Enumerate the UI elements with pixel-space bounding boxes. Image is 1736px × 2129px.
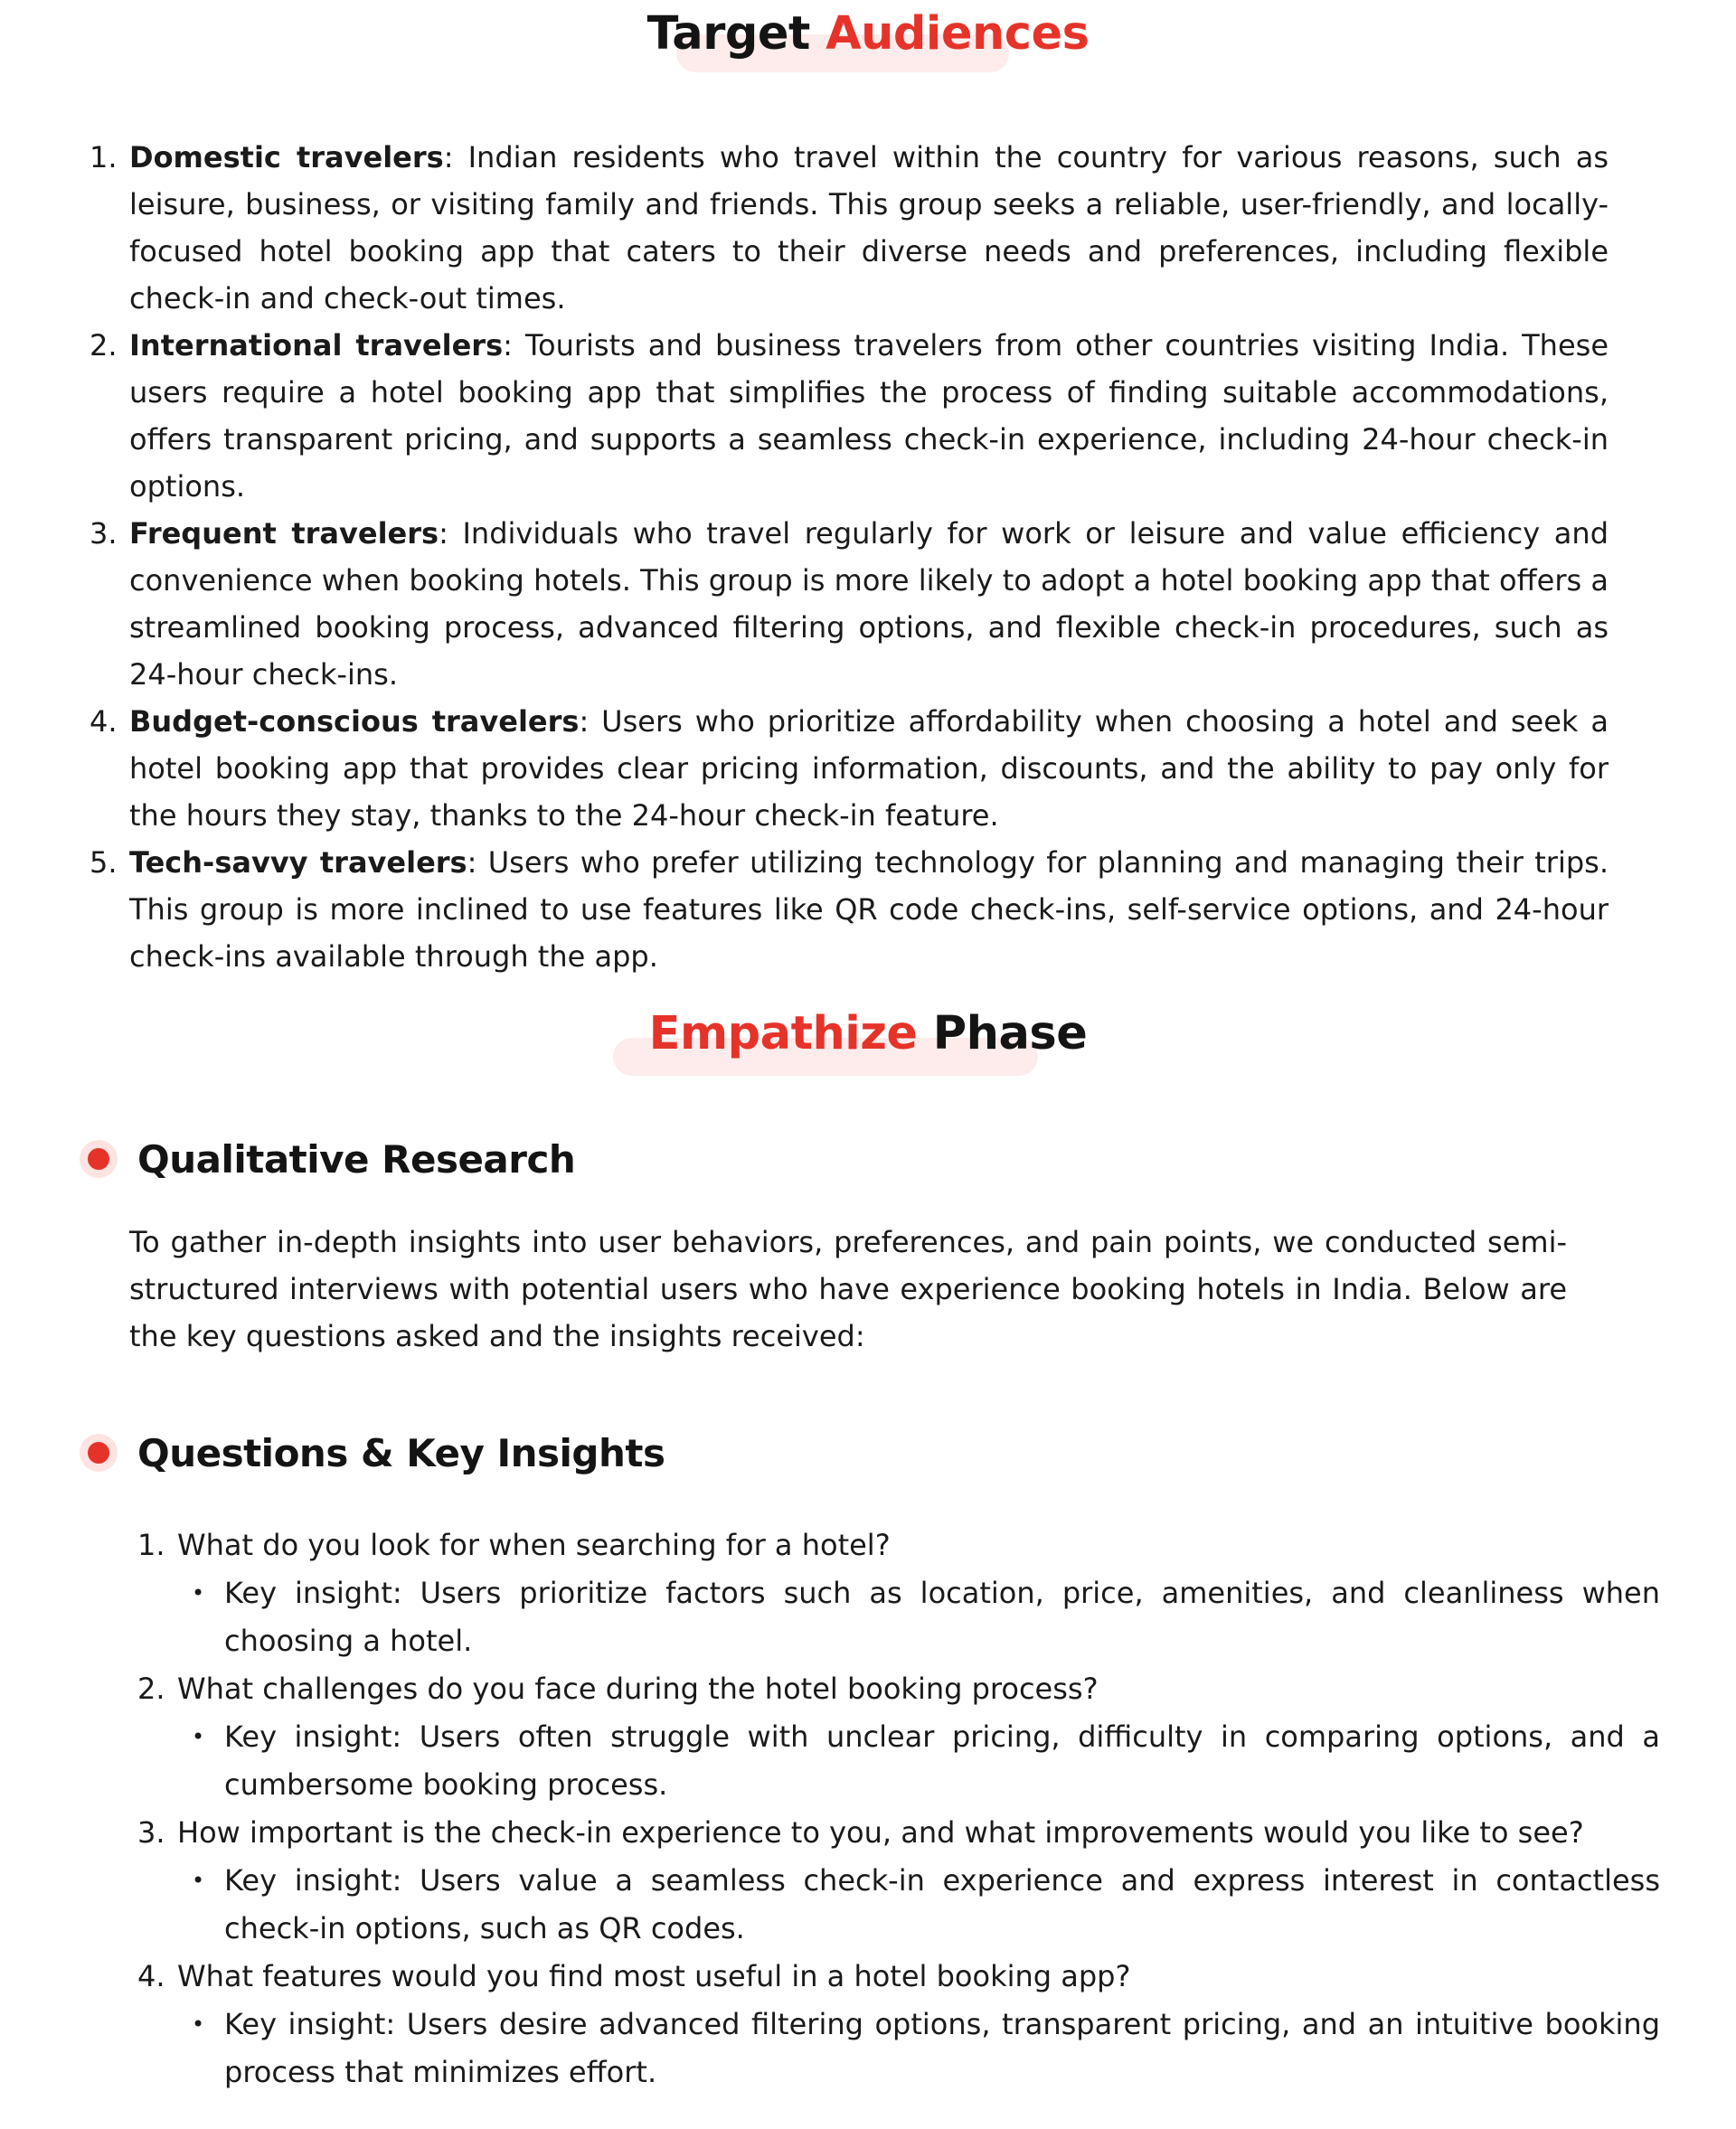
qualitative-research-paragraph: To gather in-depth insights into user behaviors, preferences, and pain points, we conducted semi-structured interviews with potential users who have experience booking hotels in India. Below are the key questions asked and the insights received: — [129, 1225, 1567, 1353]
insight-text: Key insight: Users desire advanced filtering options, transparent pricing, and an intuitive booking process that minimizes effort. — [224, 2007, 1660, 2089]
title-plain: Phase — [932, 1007, 1088, 1060]
bullet-icon: • — [192, 1580, 205, 1606]
audience-term: Frequent travelers — [129, 516, 439, 551]
list-number: 3. — [90, 516, 118, 551]
list-item — [90, 510, 1609, 698]
audience-term: International travelers — [129, 328, 504, 363]
insight-text: Key insight: Users value a seamless check-in experience and express interest in contactless check-in options, such as QR codes. — [224, 1863, 1660, 1945]
list-number: 1. — [137, 1528, 165, 1562]
title-accent: Empathize — [648, 1007, 918, 1060]
list-item — [90, 134, 1609, 322]
title-plain: Target — [646, 7, 810, 61]
bullet-icon: • — [192, 1724, 205, 1749]
question-text: What do you look for when searching for a hotel? — [177, 1528, 891, 1562]
subheading-text: Qualitative Research — [137, 1136, 576, 1182]
list-item — [90, 839, 1609, 980]
insight-text: Key insight: Users often struggle with unclear pricing, difficulty in comparing options, and a cumbersome booking process. — [224, 1719, 1660, 1802]
question-item — [137, 1809, 1660, 1953]
list-number: 4. — [137, 1959, 165, 1993]
title-accent: Audiences — [826, 7, 1090, 61]
list-number: 1. — [90, 140, 118, 174]
question-text: How important is the check-in experience to you, and what improvements would you like to see? — [177, 1815, 1584, 1850]
audience-description: : Tourists and business travelers from other countries visiting India. These users require a hotel booking app that simplifies the process of finding suitable accommodations, offers transparent pricing, and supports a seamless check-in experience, including 24-hour check-in options. — [129, 328, 1609, 504]
section-title-target-audiences — [0, 7, 1736, 61]
list-number: 2. — [90, 328, 118, 363]
audience-description: : Users who prioritize affordability when choosing a hotel and seek a hotel booking app that provides clear pricing information, discounts, and the ability to pay only for the hours they stay, thanks to the 24-hour check-in feature. — [129, 704, 1609, 833]
list-number: 5. — [90, 845, 118, 880]
list-number: 3. — [137, 1815, 165, 1850]
audience-description: : Indian residents who travel within the country for various reasons, such as leisure, business, or visiting family and friends. This group seeks a reliable, user-friendly, and locally-focused hotel booking app that caters to their diverse needs and preferences, including flexible check-in and check-out times. — [129, 140, 1609, 316]
audience-description: : Users who prefer utilizing technology for planning and managing their trips. This group is more inclined to use features like QR code check-ins, self-service options, and 24-hour check-ins available through the app. — [129, 845, 1609, 974]
bullet-dot-icon — [80, 1434, 118, 1472]
list-number: 4. — [90, 704, 118, 739]
audience-term: Budget-conscious travelers — [129, 704, 580, 739]
subheading-text: Questions & Key Insights — [137, 1430, 665, 1475]
question-item — [137, 1953, 1660, 2096]
subheading-questions-insights — [80, 1426, 665, 1480]
question-item — [137, 1665, 1660, 1809]
list-number: 2. — [137, 1672, 165, 1706]
target-audiences-list — [90, 134, 1609, 980]
list-item — [90, 322, 1609, 510]
questions-list — [137, 1521, 1660, 2096]
insight-text: Key insight: Users prioritize factors such as location, price, amenities, and cleanliness when choosing a hotel. — [224, 1576, 1660, 1658]
insight-item — [177, 1713, 1660, 1809]
question-text: What challenges do you face during the hotel booking process? — [177, 1672, 1099, 1706]
audience-term: Tech-savvy travelers — [129, 845, 467, 880]
insight-item — [177, 2001, 1660, 2096]
list-item — [90, 698, 1609, 839]
bullet-icon: • — [192, 2011, 205, 2037]
audience-term: Domestic travelers — [129, 140, 444, 174]
bullet-dot-icon — [80, 1140, 118, 1178]
question-text: What features would you find most useful in a hotel booking app? — [177, 1959, 1131, 1993]
insight-item — [177, 1569, 1660, 1665]
bullet-icon: • — [192, 1868, 205, 1893]
audience-description: : Individuals who travel regularly for work or leisure and value efficiency and convenience when booking hotels. This group is more likely to adopt a hotel booking app that offers a streamlined booking process, advanced filtering options, and flexible check-in procedures, such as 24-hour check-ins. — [129, 516, 1609, 692]
subheading-qualitative-research — [80, 1132, 575, 1186]
question-item — [137, 1521, 1660, 1665]
insight-item — [177, 1857, 1660, 1953]
section-title-empathize-phase — [0, 1007, 1736, 1060]
